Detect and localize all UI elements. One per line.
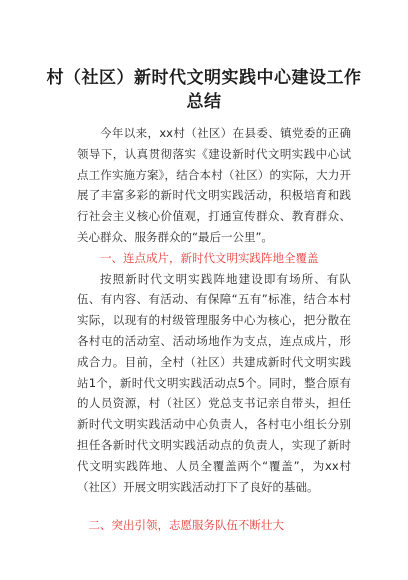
document-body [77, 123, 351, 497]
section-1-paragraph: 按照新时代文明实践阵地建设即有场所、有队伍、有内容、有活动、有保障“五有”标准，结合本村实际，以现有的村级管理服务中心为核心，把分散在各村屯的活动室、活动场地作为支点，连点成片，形成合力。目前，全村（社区）共建成新时代文明实践站1个，新时代文明实践活动点5个。同时，整合原有的人员资源，村（社区）党总支书记亲自带头，担任新时代文明实践活动中心负责人，各村屯小组长分别担任各新时代文明实践活动点的负责人，实现了新时代文明实践阵地、人员全覆盖两个“覆盖”，为xx村（社区）开展文明实践活动打下了良好的基础。 [77, 271, 351, 494]
document-title: 村（社区）新时代文明实践中心建设工作总结 [46, 68, 362, 112]
intro-paragraph: 今年以来，xx村（社区）在县委、镇党委的正确领导下，认真贯彻落实《建设新时代文明实践中心试点工作实施方案》，结合本村（社区）的实际，大力开展了丰富多彩的新时代文明实践活动，积极培育和践行社会主义核心价值观，打通宣传群众、教育群众、关心群众、服务群众的“最后一公里”。 [77, 126, 351, 244]
section-1-heading: 一、连点成片，新时代文明实践阵地全覆盖 [100, 250, 319, 265]
section-2-heading: 二、突出引领，志愿服务队伍不断壮大 [88, 518, 284, 532]
